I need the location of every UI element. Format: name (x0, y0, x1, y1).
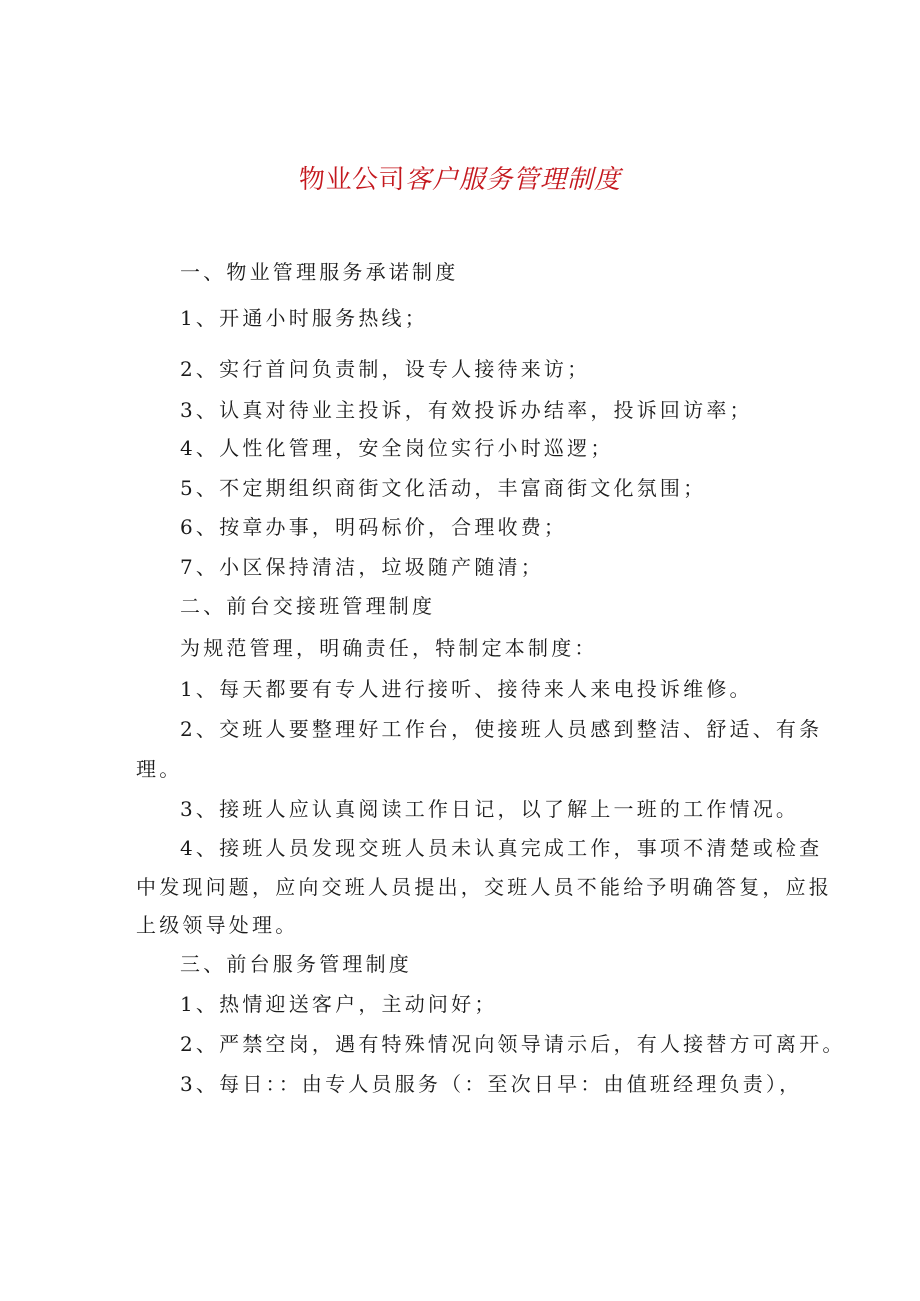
paragraph-line: 4、人性化管理，安全岗位实行小时巡逻； (180, 436, 614, 460)
document-title (0, 162, 920, 198)
paragraph-line: 3、接班人应认真阅读工作日记，以了解上一班的工作情况。 (180, 797, 800, 821)
section-heading-2: 二、前台交接班管理制度 (180, 594, 436, 618)
paragraph-line: 2、交班人要整理好工作台，使接班人员感到整洁、舒适、有条 (180, 717, 823, 741)
paragraph-line: 1、开通小时服务热线； (180, 306, 428, 330)
paragraph-line: 3、认真对待业主投诉，有效投诉办结率，投诉回访率； (180, 398, 753, 422)
paragraph-line: 1、每天都要有专人进行接听、接待来人来电投诉维修。 (180, 677, 753, 701)
paragraph-line: 2、严禁空岗，遇有特殊情况向领导请示后，有人接替方可离开。 (180, 1032, 846, 1056)
paragraph-line: 2、实行首问负责制，设专人接待来访； (180, 357, 591, 381)
section-heading-1: 一、物业管理服务承诺制度 (180, 260, 459, 284)
paragraph-line: 理。 (136, 757, 183, 781)
title-company: 物业公司 (298, 165, 405, 195)
section-heading-3: 三、前台服务管理制度 (180, 952, 412, 976)
paragraph-line: 上级领导处理。 (136, 913, 299, 937)
paragraph-line: 6、按章办事，明码标价，合理收费； (180, 515, 568, 539)
paragraph-line: 4、接班人员发现交班人员未认真完成工作，事项不清楚或检查 (180, 836, 823, 860)
paragraph-line: 7、小区保持清洁，垃圾随产随清； (180, 555, 544, 579)
title-topic: 客户服务管理制度 (405, 165, 622, 195)
paragraph-line: 5、不定期组织商街文化活动，丰富商街文化氛围； (180, 476, 707, 500)
paragraph-line: 为规范管理，明确责任，特制定本制度： (180, 636, 598, 660)
paragraph-line: 中发现问题，应向交班人员提出，交班人员不能给予明确答复，应报 (136, 875, 832, 899)
paragraph-line: 1、热情迎送客户，主动问好； (180, 992, 498, 1016)
paragraph-line: 3、每日：：由专人员服务（：至次日早：由值班经理负责）， (180, 1072, 803, 1096)
